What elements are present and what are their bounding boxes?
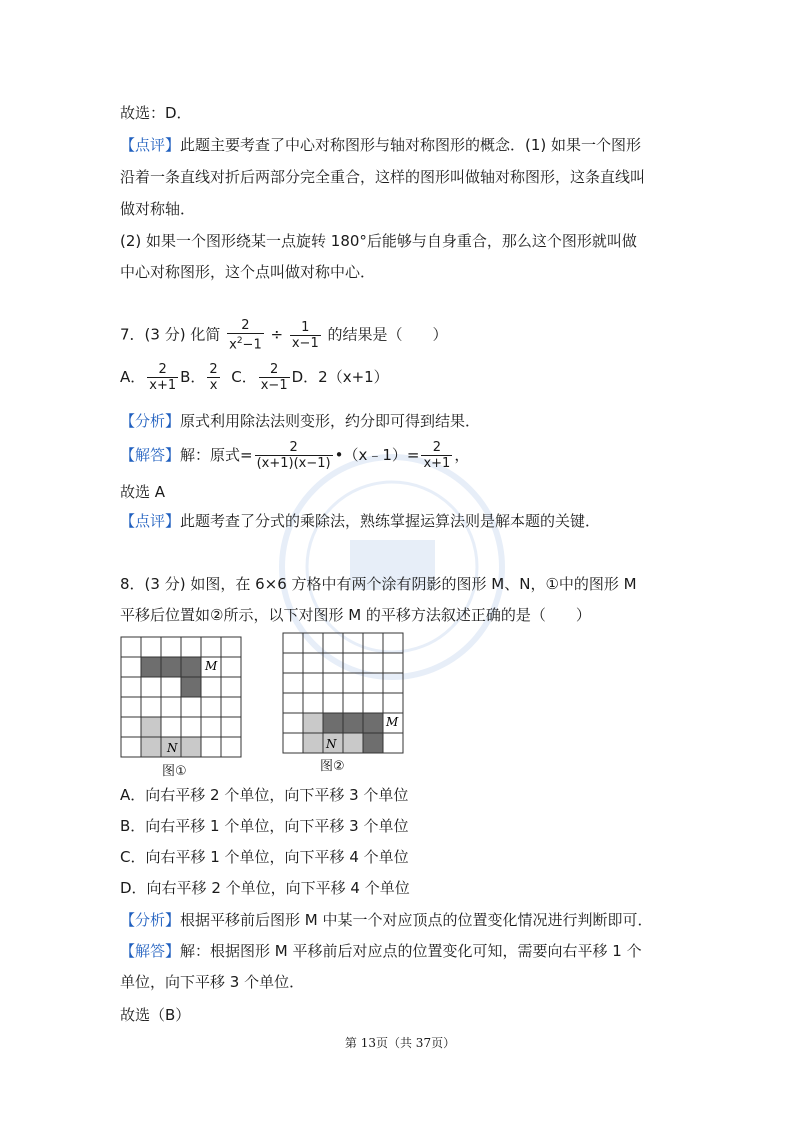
text-line: 中心对称图形，这个点叫做对称中心． bbox=[120, 263, 376, 281]
text-line: 故选：D． bbox=[120, 104, 192, 122]
review-tag: 【点评】 bbox=[120, 136, 181, 154]
shape-M-cell bbox=[363, 713, 383, 733]
fraction: $\frac{2}{(x+1)(x-1)}$ bbox=[256, 440, 331, 471]
shape-N-cell bbox=[141, 717, 161, 737]
review-text: 此题考查了分式的乘除法，熟练掌握运算法则是解本题的关键． bbox=[180, 512, 601, 530]
q8-analysis bbox=[120, 910, 653, 930]
shape-N-cell bbox=[141, 737, 161, 757]
q8-answer-line1 bbox=[120, 941, 642, 961]
analysis-text: 根据平移前后图形 M 中某一个对应顶点的位置变化情况进行判断即可． bbox=[180, 911, 653, 929]
analysis-text: 原式利用除法法则变形，约分即可得到结果． bbox=[180, 412, 481, 430]
option-c-label: C． bbox=[231, 368, 257, 386]
fraction bbox=[290, 320, 321, 351]
shape-M-cell bbox=[181, 677, 201, 697]
fraction bbox=[227, 318, 264, 352]
shape-M-cell bbox=[323, 713, 343, 733]
shape-M-cell bbox=[161, 657, 181, 677]
denominator: x−1 bbox=[291, 335, 319, 351]
figure-1-label: 图① bbox=[162, 764, 187, 779]
shape-M-cell bbox=[343, 713, 363, 733]
answer-tag: 【解答】 bbox=[120, 446, 181, 464]
q7-review bbox=[120, 511, 600, 531]
answer-text: ， bbox=[454, 446, 470, 464]
q8-option-c: C．向右平移 1 个单位，向下平移 4 个单位 bbox=[120, 848, 409, 866]
shape-M-cell bbox=[141, 657, 161, 677]
denominator: $x^2-1$ bbox=[229, 336, 262, 353]
divide-sign: ÷ bbox=[270, 325, 284, 344]
q7-choice: 故选 A bbox=[120, 483, 166, 501]
q7-options bbox=[120, 362, 389, 393]
analysis-tag: 【分析】 bbox=[120, 412, 181, 430]
option-b-fraction: $\frac{2}{x}$ bbox=[209, 362, 218, 393]
option-a-fraction: $\frac{2}{x+1}$ bbox=[149, 362, 177, 393]
q7-prefix: 7．(3 分) 化简 bbox=[120, 325, 221, 344]
label-N: N bbox=[326, 737, 337, 751]
q8-choice: 故选（B） bbox=[120, 1006, 191, 1024]
q7-suffix: 的结果是（ ） bbox=[327, 325, 448, 344]
q8-answer-line2: 单位，向下平移 3 个单位． bbox=[120, 973, 305, 991]
text-line bbox=[120, 135, 641, 155]
figure-2-label: 图② bbox=[320, 759, 345, 774]
numerator: 1 bbox=[290, 320, 321, 336]
text-span: 此题主要考查了中心对称图形与轴对称图形的概念．(1) 如果一个图形 bbox=[180, 136, 642, 154]
answer-text: •（x﹣1）= bbox=[334, 446, 420, 464]
question-8-line2: 平移后位置如②所示，以下对图形 M 的平移方法叙述正确的是（ ） bbox=[120, 606, 591, 624]
label-M: M bbox=[386, 715, 399, 729]
option-b-label: B． bbox=[180, 368, 206, 386]
answer-text: 解：原式= bbox=[180, 446, 253, 464]
shape-N-cell bbox=[303, 733, 323, 753]
analysis-tag: 【分析】 bbox=[120, 911, 181, 929]
text-line: 做对称轴． bbox=[120, 200, 196, 218]
shape-N-cell bbox=[343, 733, 363, 753]
question-8-line1: 8．(3 分) 如图，在 6×6 方格中有两个涂有阴影的图形 M、N，①中的图形 M bbox=[120, 575, 637, 593]
option-d: D．2（x+1） bbox=[291, 368, 389, 386]
answer-text: 解：根据图形 M 平移前后对应点的位置变化可知，需要向右平移 1 个 bbox=[180, 942, 642, 960]
figure-2-grid bbox=[282, 632, 404, 754]
page-footer: 第 13页（共 37页） bbox=[344, 1036, 456, 1050]
q8-option-a: A．向右平移 2 个单位，向下平移 3 个单位 bbox=[120, 786, 409, 804]
option-a-label: A． bbox=[120, 368, 146, 386]
label-M: M bbox=[205, 659, 218, 673]
q7-answer bbox=[120, 440, 469, 471]
shape-M-cell bbox=[363, 733, 383, 753]
review-tag: 【点评】 bbox=[120, 512, 181, 530]
question-7-stem bbox=[120, 318, 448, 352]
q8-option-d: D．向右平移 2 个单位，向下平移 4 个单位 bbox=[120, 879, 410, 897]
text-line: 沿着一条直线对折后两部分完全重合，这样的图形叫做轴对称图形，这条直线叫 bbox=[120, 168, 646, 186]
figure-1-grid bbox=[120, 636, 242, 758]
text-line: (2) 如果一个图形绕某一点旋转 180°后能够与自身重合，那么这个图形就叫做 bbox=[120, 232, 637, 250]
shape-M-cell bbox=[181, 657, 201, 677]
shape-N-cell bbox=[181, 737, 201, 757]
q7-analysis bbox=[120, 411, 480, 431]
option-c-fraction: $\frac{2}{x-1}$ bbox=[260, 362, 288, 393]
answer-tag: 【解答】 bbox=[120, 942, 181, 960]
fraction: $\frac{2}{x+1}$ bbox=[423, 440, 451, 471]
shape-N-cell bbox=[303, 713, 323, 733]
label-N: N bbox=[167, 741, 178, 755]
q8-option-b: B．向右平移 1 个单位，向下平移 3 个单位 bbox=[120, 817, 409, 835]
numerator: 2 bbox=[227, 318, 264, 334]
